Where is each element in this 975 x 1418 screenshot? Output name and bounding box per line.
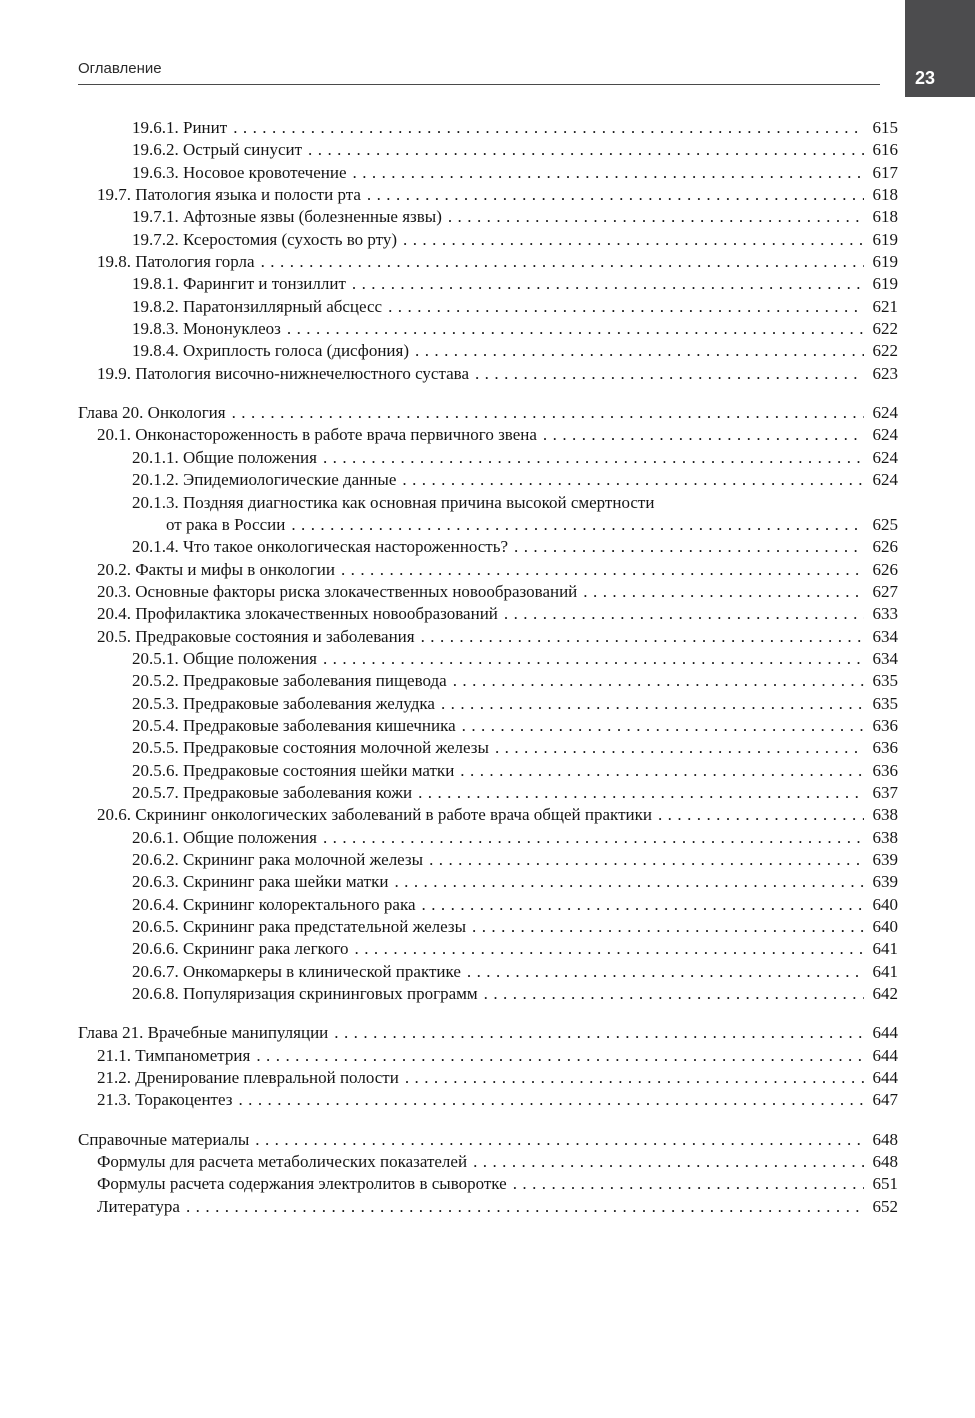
toc-entry-page: 633 — [872, 604, 898, 624]
toc-entry-page: 647 — [872, 1090, 898, 1110]
toc-entry — [78, 514, 898, 536]
toc-entry-page: 619 — [872, 274, 898, 294]
toc-entry — [78, 804, 898, 826]
toc-entry-label: 20.5. Предраковые состояния и заболевания — [97, 626, 415, 646]
dot-leader — [456, 715, 864, 737]
dot-leader — [317, 827, 864, 849]
toc-entry-page: 619 — [872, 229, 898, 249]
toc-entry-page: 640 — [872, 894, 898, 914]
toc-entry-label: 21.2. Дренирование плевральной полости — [97, 1068, 399, 1088]
dot-leader — [416, 894, 864, 916]
toc-entry — [78, 536, 898, 558]
dot-leader — [447, 670, 864, 692]
toc-entry-page: 617 — [872, 162, 898, 182]
toc-entry-page: 627 — [872, 581, 898, 601]
toc-entry — [78, 492, 898, 514]
toc-entry — [78, 916, 898, 938]
toc-entry-page: 641 — [872, 939, 898, 959]
toc-entry — [78, 559, 898, 581]
toc-entry-page: 618 — [872, 207, 898, 227]
toc-entry-page: 624 — [872, 447, 898, 467]
dot-leader — [285, 514, 864, 536]
dot-leader — [396, 469, 864, 491]
toc-entry-page: 640 — [872, 917, 898, 937]
toc-entry-label: 20.1.3. Поздняя диагностика как основная причина высокой смертности — [132, 492, 655, 512]
toc-entry — [78, 402, 898, 424]
toc-entry-label: 21.3. Торакоцентез — [97, 1090, 233, 1110]
toc-entry-page: 622 — [872, 341, 898, 361]
toc-entry-page: 623 — [872, 363, 898, 383]
toc-entry-label: 19.7.2. Ксеростомия (сухость во рту) — [132, 229, 398, 249]
toc-entry — [78, 1173, 898, 1195]
dot-leader — [478, 983, 864, 1005]
toc-entry — [78, 117, 898, 139]
toc-entry-label: Глава 20. Онкология — [78, 403, 226, 423]
toc-entry-label: 21.1. Тимпанометрия — [97, 1045, 251, 1065]
toc-entry-page: 639 — [872, 850, 898, 869]
toc-entry-page: 624 — [872, 425, 898, 445]
toc-entry-page: 638 — [872, 805, 898, 825]
toc-entry — [78, 162, 898, 184]
toc-entry — [78, 206, 898, 228]
page-number-box — [905, 0, 975, 97]
toc-entry-label: Литература — [97, 1196, 180, 1216]
toc-entry-label: 19.8.2. Паратонзиллярный абсцесс — [132, 296, 383, 316]
toc-entry-page: 634 — [872, 626, 898, 646]
toc-entry — [78, 737, 898, 759]
dot-leader — [346, 273, 864, 295]
toc-list — [78, 117, 898, 1218]
toc-entry-page: 638 — [872, 827, 898, 847]
toc-entry — [78, 318, 898, 340]
dot-leader — [508, 536, 864, 558]
toc-entry-page: 618 — [872, 185, 898, 205]
toc-entry-page: 644 — [872, 1023, 898, 1043]
toc-entry — [78, 938, 898, 960]
dot-leader — [415, 626, 864, 648]
toc-entry-page: 626 — [872, 559, 898, 579]
toc-entry-label: 20.6.1. Общие положения — [132, 827, 317, 847]
toc-entry-page: 642 — [872, 984, 898, 1004]
toc-entry — [78, 424, 898, 446]
toc-entry-page: 641 — [872, 961, 898, 981]
toc-entry-label: 20.5.7. Предраковые заболевания кожи — [132, 782, 413, 802]
toc-entry-label: Формулы расчета содержания электролитов в сыворотке — [97, 1174, 507, 1194]
dot-leader — [435, 693, 864, 715]
dot-leader — [361, 184, 864, 206]
toc-entry — [78, 229, 898, 251]
running-head — [78, 60, 880, 85]
dot-leader — [466, 916, 864, 938]
dot-leader — [317, 648, 864, 670]
dot-leader — [507, 1173, 864, 1195]
dot-leader — [249, 1129, 864, 1151]
toc-entry-label: Формулы для расчета метаболических показателей — [97, 1152, 468, 1172]
toc-entry-label: 19.8.1. Фарингит и тонзиллит — [132, 274, 346, 294]
toc-entry — [78, 715, 898, 737]
dot-leader — [232, 1089, 864, 1111]
dot-leader — [412, 782, 864, 804]
toc-entry-page: 624 — [872, 470, 898, 490]
dot-leader — [652, 804, 864, 826]
dot-leader — [347, 162, 865, 184]
toc-entry-page: 626 — [872, 537, 898, 557]
toc-entry-label: 20.6. Скрининг онкологических заболеваний в работе врача общей практики — [97, 805, 652, 825]
toc-entry-page: 644 — [872, 1045, 898, 1065]
toc-entry-page: 635 — [872, 693, 898, 713]
toc-entry-label: 20.5.2. Предраковые заболевания пищевода — [132, 671, 447, 691]
toc-entry-label: 20.6.8. Популяризация скрининговых программ — [132, 984, 478, 1004]
toc-entry-label: 20.1.4. Что такое онкологическая настороженность? — [132, 537, 509, 557]
toc-entry-page: 634 — [872, 648, 898, 668]
toc-entry-page: 636 — [872, 760, 898, 780]
toc-entry — [78, 626, 898, 648]
toc-entry — [78, 1089, 898, 1111]
dot-leader — [226, 402, 864, 424]
toc-entry — [78, 447, 898, 469]
toc-entry — [78, 184, 898, 206]
toc-entry — [78, 1045, 898, 1067]
toc-entry-label: 20.1. Онконастороженность в работе врача первичного звена — [97, 425, 537, 445]
toc-entry-label: 19.8.3. Мононуклеоз — [132, 319, 281, 339]
toc-entry — [78, 894, 898, 916]
toc-entry-page: 644 — [872, 1068, 898, 1088]
dot-leader — [255, 251, 864, 273]
toc-entry — [78, 849, 898, 871]
toc-entry-page: 635 — [872, 671, 898, 691]
toc-entry-label: 20.5.6. Предраковые состояния шейки матки — [132, 760, 455, 780]
toc-entry-label: 20.6.4. Скрининг колоректального рака — [132, 894, 416, 914]
toc-entry — [78, 581, 898, 603]
toc-entry-label: 20.6.3. Скрининг рака шейки матки — [132, 872, 389, 892]
toc-entry — [78, 670, 898, 692]
toc-entry-page: 636 — [872, 715, 898, 735]
dot-leader — [388, 871, 864, 893]
toc-entry-label: 20.5.1. Общие положения — [132, 648, 317, 668]
toc-entry — [78, 363, 898, 385]
dot-leader — [467, 1151, 864, 1173]
toc-entry — [78, 296, 898, 318]
dot-leader — [399, 1067, 864, 1089]
toc-entry — [78, 469, 898, 491]
toc-entry — [78, 340, 898, 362]
toc-entry-label: 20.2. Факты и мифы в онкологии — [97, 559, 335, 579]
dot-leader — [409, 340, 864, 362]
dot-leader — [250, 1045, 864, 1067]
dot-leader — [454, 760, 864, 782]
dot-leader — [281, 318, 864, 340]
toc-entry-page: 619 — [872, 252, 898, 272]
toc-entry — [78, 760, 898, 782]
toc-entry-page: 652 — [872, 1196, 898, 1216]
toc-entry-label: 20.5.5. Предраковые состояния молочной железы — [132, 738, 489, 758]
toc-entry-page: 622 — [872, 319, 898, 339]
toc-entry-label: 19.9. Патология височно-нижнечелюстного сустава — [97, 363, 469, 383]
dot-leader — [489, 737, 864, 759]
toc-entry-page: 625 — [872, 514, 898, 534]
toc-entry — [78, 961, 898, 983]
toc-entry-label: 20.6.5. Скрининг рака предстательной железы — [132, 917, 467, 937]
toc-entry-label: от рака в России — [166, 514, 286, 534]
toc-entry-label: 19.6.2. Острый синусит — [132, 140, 303, 160]
dot-leader — [469, 363, 864, 385]
toc-entry — [78, 603, 898, 625]
toc-entry — [78, 648, 898, 670]
dot-leader — [423, 849, 864, 871]
dot-leader — [537, 424, 864, 446]
running-title: Оглавление — [78, 60, 162, 77]
toc-entry-label: Справочные материалы — [78, 1129, 250, 1149]
dot-leader — [442, 206, 864, 228]
toc-entry — [78, 693, 898, 715]
toc-entry-label: 20.6.2. Скрининг рака молочной железы — [132, 850, 424, 869]
toc-entry-page: 651 — [872, 1174, 898, 1194]
toc-entry-page: 648 — [872, 1152, 898, 1172]
toc-entry-page: 636 — [872, 738, 898, 758]
toc-entry-label: 20.6.6. Скрининг рака легкого — [132, 939, 349, 959]
dot-leader — [335, 559, 864, 581]
toc-entry — [78, 1067, 898, 1089]
dot-leader — [328, 1022, 864, 1044]
dot-leader — [498, 603, 864, 625]
toc-entry-label: 20.5.4. Предраковые заболевания кишечника — [132, 715, 456, 735]
toc-entry — [78, 871, 898, 893]
toc-entry-page: 616 — [872, 140, 898, 160]
toc-entry-label: 20.4. Профилактика злокачественных новообразований — [97, 604, 498, 624]
toc-entry-page: 624 — [872, 403, 898, 423]
toc-entry-page: 621 — [872, 296, 898, 316]
toc-entry-label: 19.7. Патология языка и полости рта — [97, 185, 361, 205]
dot-leader — [397, 229, 864, 251]
toc-entry-label: 19.8. Патология горла — [97, 252, 255, 272]
toc-entry-page: 639 — [872, 872, 898, 892]
dot-leader — [382, 296, 864, 318]
page-number: 23 — [915, 68, 936, 88]
toc-entry — [78, 139, 898, 161]
toc-entry — [78, 1129, 898, 1151]
toc-entry-label: 20.3. Основные факторы риска злокачественных новообразований — [97, 581, 578, 601]
dot-leader — [317, 447, 864, 469]
toc-entry — [78, 273, 898, 295]
dot-leader — [349, 938, 864, 960]
toc-entry — [78, 1022, 898, 1044]
dot-leader — [227, 117, 864, 139]
dot-leader — [180, 1196, 864, 1218]
toc-entry-label: 19.6.3. Носовое кровотечение — [132, 162, 347, 182]
toc-entry-page: 648 — [872, 1129, 898, 1149]
toc-entry — [78, 782, 898, 804]
toc-entry-label: 19.7.1. Афтозные язвы (болезненные язвы) — [132, 207, 442, 227]
toc-entry — [78, 983, 898, 1005]
toc-entry-page: 637 — [872, 782, 898, 802]
toc-entry — [78, 251, 898, 273]
toc-entry-label: 20.1.2. Эпидемиологические данные — [132, 470, 397, 490]
toc-entry-label: 19.8.4. Охриплость голоса (дисфония) — [132, 341, 409, 361]
toc-entry — [78, 1196, 898, 1218]
dot-leader — [577, 581, 864, 603]
toc-entry — [78, 827, 898, 849]
toc-entry-label: 20.6.7. Онкомаркеры в клинической практике — [132, 961, 461, 981]
toc-entry-page: 615 — [872, 118, 898, 137]
toc-entry-label: 20.5.3. Предраковые заболевания желудка — [132, 693, 435, 713]
dot-leader — [302, 139, 864, 161]
dot-leader — [461, 961, 864, 983]
toc-entry — [78, 1151, 898, 1173]
toc-entry-label: 19.6.1. Ринит — [132, 118, 228, 137]
toc-entry-label: Глава 21. Врачебные манипуляции — [78, 1023, 329, 1043]
toc-entry-label: 20.1.1. Общие положения — [132, 447, 317, 467]
